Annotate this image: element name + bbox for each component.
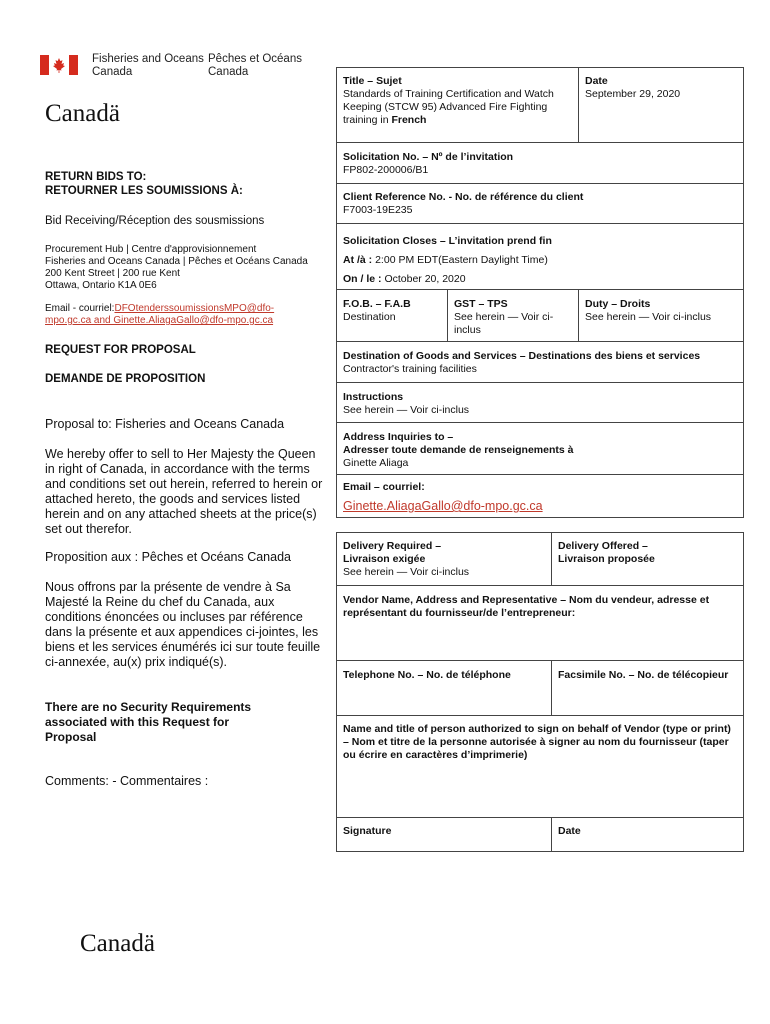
department-name-fr: Pêches et Océans Canada (208, 53, 302, 78)
duty-field: Duty – Droits See herein — Voir ci-inclus (585, 298, 712, 323)
signature-date-field[interactable]: Date (558, 825, 581, 837)
return-email: Email - courriel:DFOtenderssoumissionsMPO@dfo- mpo.gc.ca and Ginette.AliagaGallo@dfo-mpo.gc.ca (45, 303, 275, 326)
contact-email-link[interactable]: mpo.gc.ca and Ginette.AliagaGallo@dfo-mpo.gc.ca (45, 315, 274, 326)
procurement-address: Procurement Hub | Centre d'approvisionnement Fisheries and Oceans Canada | Pêches et Océans Canada 200 Kent Street | 200 rue Kent Ottawa, Ontario K1A 0E6 (45, 244, 308, 291)
dp-heading: DEMANDE DE PROPOSITION (45, 373, 206, 385)
facsimile-field[interactable]: Facsimile No. – No. de télécopieur (558, 669, 729, 681)
delivery-required-field: Delivery Required – Livraison exigée See herein — Voir ci-inclus (343, 540, 470, 578)
date-field: Date September 29, 2020 (585, 75, 681, 100)
address-inquiries-field: Address Inquiries to – Adresser toute demande de renseignements à Ginette Aliaga (343, 431, 574, 469)
instructions-field: Instructions See herein — Voir ci-inclus (343, 391, 470, 416)
offer-text-fr: Nous offrons par la présente de vendre à Sa Majesté la Reine du chef du Canada, aux conditions énoncées ou incluses par référence dans la présente et aux appendices ci-jointes, les biens et les services énumérés ici sur toute feuille ci-annexée, au(x) prix indiqué(s). (45, 580, 321, 669)
delivery-offered-field[interactable]: Delivery Offered – Livraison proposée (558, 540, 655, 565)
inquiry-email-link[interactable]: Ginette.AliagaGallo@dfo-mpo.gc.ca (343, 499, 543, 513)
signature-field[interactable]: Signature (343, 825, 392, 837)
solicitation-number-field: Solicitation No. – Nº de l’invitation FP802-200006/B1 (343, 151, 514, 176)
solicitation-closes-field: Solicitation Closes – L’invitation prend fin At /à : 2:00 PM EDT(Eastern Daylight Time) On / le : October 20, 2020 (343, 235, 552, 285)
comments-label: Comments: - Commentaires : (45, 774, 209, 788)
tender-email-link[interactable]: DFOtenderssoumissionsMPO@dfo- (114, 303, 275, 314)
telephone-field[interactable]: Telephone No. – No. de téléphone (343, 669, 511, 681)
proposition-aux: Proposition aux : Pêches et Océans Canada (45, 550, 291, 564)
proposal-to: Proposal to: Fisheries and Oceans Canada (45, 417, 285, 431)
fob-field: F.O.B. – F.A.B Destination (343, 298, 411, 323)
destination-field: Destination of Goods and Services – Destinations des biens et services Contractor's training facilities (343, 350, 701, 375)
authorized-person-field[interactable]: Name and title of person authorized to sign on behalf of Vendor (type or print) – Nom et titre de la personne autorisée à signer au nom du fournisseur (taper ou écrire en caractères d’imprimerie) (343, 723, 731, 761)
email-field: Email – courriel: Ginette.AliagaGallo@dfo-mpo.gc.ca (343, 481, 543, 513)
canada-wordmark: Canadä (45, 100, 120, 127)
client-reference-field: Client Reference No. - No. de référence du client F7003-19E235 (343, 191, 584, 216)
bid-receiving: Bid Receiving/Réception des sousmissions (45, 215, 265, 227)
department-name-en: Fisheries and Oceans Canada (92, 53, 204, 78)
gst-field: GST – TPS See herein — Voir ci-inclus (454, 298, 554, 336)
title-field: Title – Sujet Standards of Training Certification and Watch Keeping (STCW 95) Advanced Fire Fighting training in French (343, 75, 554, 126)
vendor-name-field[interactable]: Vendor Name, Address and Representative – Nom du vendeur, adresse et représentant du fournisseur/de l’entrepreneur: (343, 594, 710, 619)
rfp-heading: REQUEST FOR PROPOSAL (45, 344, 196, 356)
canada-wordmark-footer: Canadä (80, 930, 155, 957)
canada-flag-icon (40, 55, 78, 75)
return-bids-heading: RETURN BIDS TO: RETOURNER LES SOUMISSIONS À: (45, 171, 243, 197)
offer-text-en: We hereby offer to sell to Her Majesty the Queen in right of Canada, in accordance with the terms and conditions set out herein, referred to herein or attached hereto, the goods and services listed herein and on any attached sheets at the price(s) set out therefor. (45, 447, 323, 536)
security-note: There are no Security Requirements associated with this Request for Proposal (45, 700, 252, 744)
